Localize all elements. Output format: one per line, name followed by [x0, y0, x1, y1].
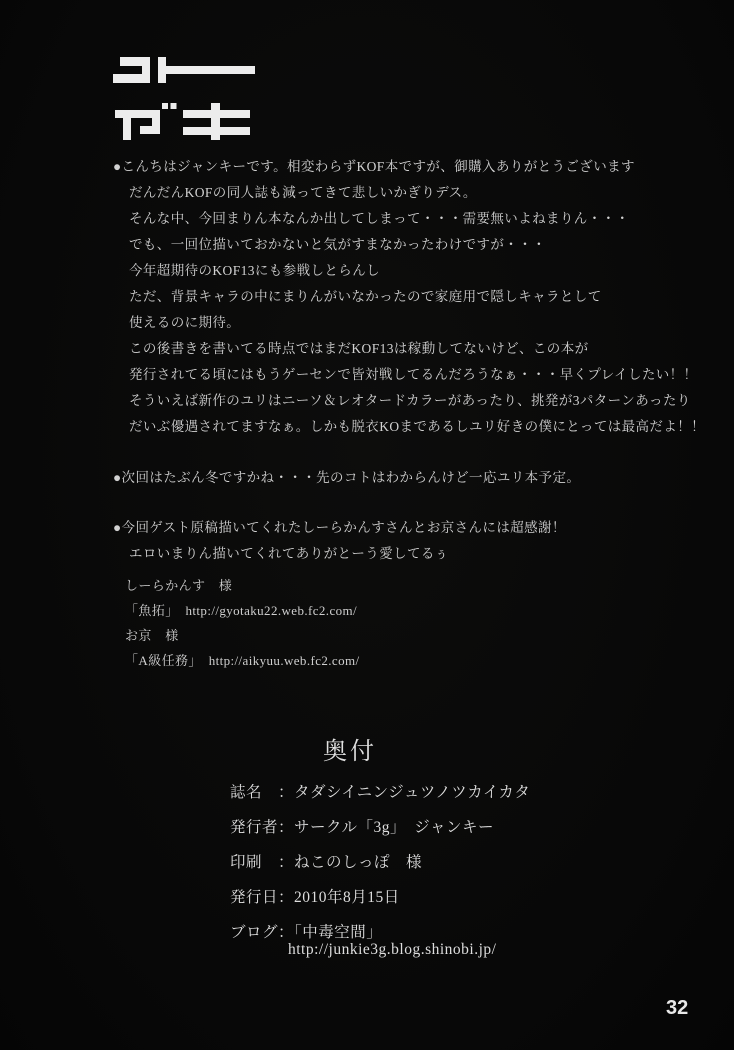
afterword-line: エロいまりん描いてくれてありがとーう愛してるぅ	[129, 546, 449, 561]
afterword-line: この後書きを書いてる時点ではまだKOF13は稼動してないけど、この本が	[129, 341, 589, 356]
afterword-line: そういえば新作のユリはニーソ＆レオタードカラーがあったり、挑発が3パターンあったり	[129, 393, 691, 408]
colophon-row-title: 誌名 ：タダシイニンジュツノツカイカタ	[230, 784, 531, 801]
page-number: 32	[666, 997, 689, 1019]
guest-credits	[125, 573, 360, 673]
atogaki-title-logo	[112, 57, 258, 141]
credit-guest-name: お京 様	[125, 628, 179, 643]
colophon-rows	[230, 775, 530, 950]
afterword-line: だんだんKOFの同人誌も減ってきて悲しいかぎりデス。	[129, 185, 477, 200]
afterword-line: ただ、背景キャラの中にまりんがいなかったので家庭用で隠しキャラとして	[129, 289, 602, 304]
colophon-row-blog: ブログ：「中毒空間」	[230, 924, 383, 941]
afterword-line: 発行されてる頃にはもうゲーセンで皆対戦してるんだろうなぁ・・・早くプレイしたい！！	[129, 367, 698, 382]
afterword-paragraph-2	[113, 465, 580, 491]
colophon-row-publisher: 発行者：サークル「3g」 ジャンキー	[230, 819, 494, 836]
afterword-paragraph-3	[113, 515, 566, 567]
afterword-line: 使えるのに期待。	[129, 315, 241, 330]
colophon-row-date: 発行日：2010年8月15日	[230, 889, 400, 906]
credit-guest-name: しーらかんす 様	[125, 578, 233, 593]
colophon-row-printer: 印刷 ：ねこのしっぽ 様	[230, 854, 423, 871]
afterword-line: そんな中、今回まりん本なんか出してしまって・・・需要無いよねまりん・・・	[129, 211, 630, 226]
colophon-heading: 奥付	[323, 739, 377, 765]
afterword-line: ●今回ゲスト原稿描いてくれたしーらかんすさんとお京さんには超感謝！	[113, 520, 566, 535]
afterword-line: ●次回はたぶん冬ですかね・・・先のコトはわからんけど一応ユリ本予定。	[113, 470, 581, 485]
credit-guest-url: 「魚拓」 http://gyotaku22.web.fc2.com/	[125, 603, 358, 618]
afterword-line: ●こんちはジャンキーです。相変わらずKOF本ですが、御購入ありがとうございます	[113, 159, 635, 174]
afterword-line: 今年超期待のKOF13にも参戦しとらんし	[129, 263, 381, 278]
afterword-paragraph-1	[113, 154, 705, 440]
credit-guest-url: 「A級任務」 http://aikyuu.web.fc2.com/	[125, 653, 360, 668]
afterword-line: でも、一回位描いておかないと気がすまなかったわけですが・・・	[129, 237, 546, 252]
colophon-blog-url: http://junkie3g.blog.shinobi.jp/	[288, 941, 497, 958]
afterword-line: だいぶ優遇されてますなぁ。しかも脱衣KOまであるしユリ好きの僕にとっては最高だよ！！	[129, 419, 706, 434]
